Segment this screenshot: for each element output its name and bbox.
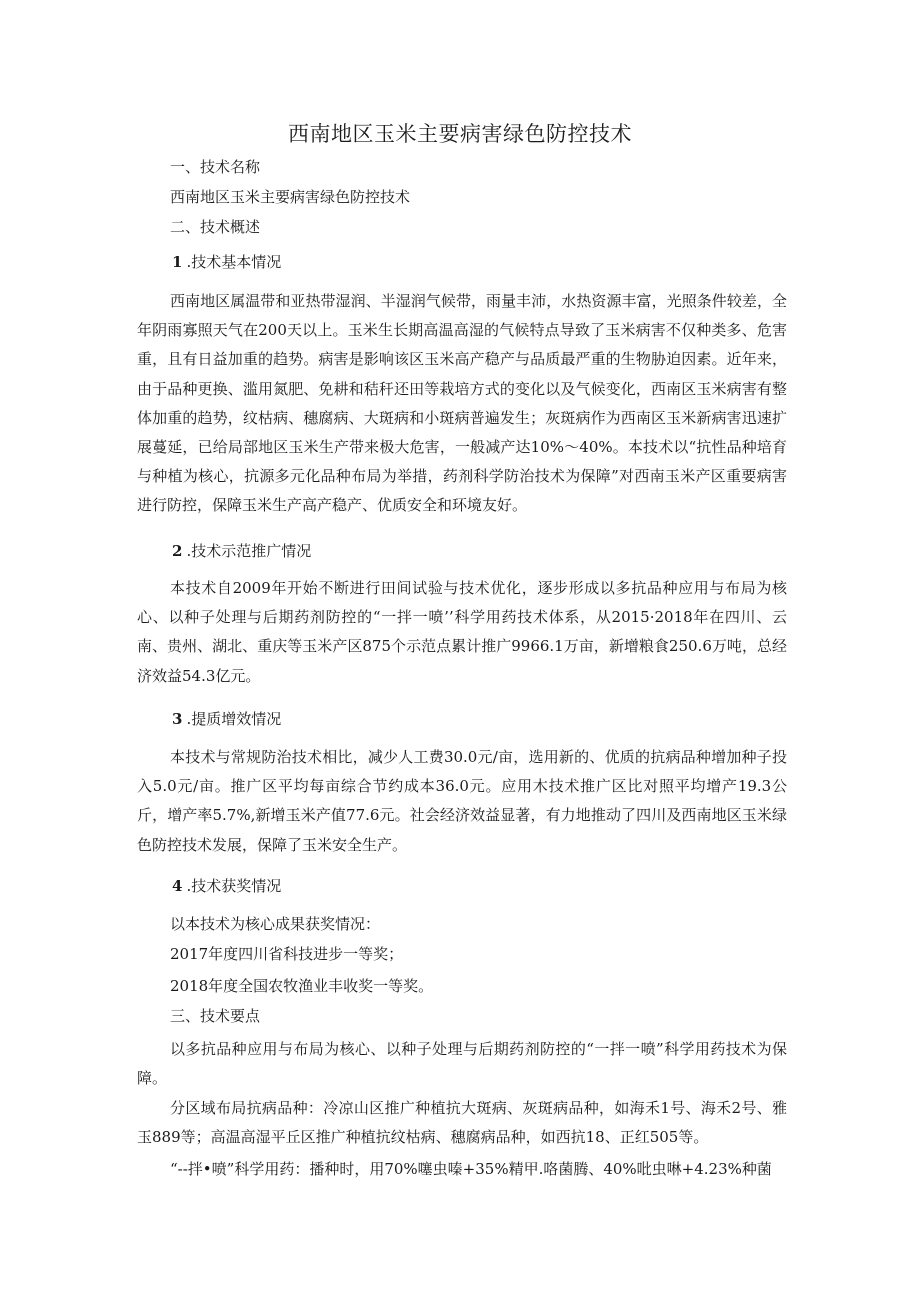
paragraph-basic-info: 西南地区属温带和亚热带湿润、半湿润气候带，雨量丰沛，水热资源丰富，光照条件较差，全年阴雨寡照天气在200天以上。玉米生长期高温高湿的气候特点导致了玉米病害不仅种类多、危害重，且有日益加重的趋势。病害是影响该区玉米高产稳产与品质最严重的生物胁迫因素。近年来，由于品种更换、滥用氮肥、免耕和秸秆还田等栽培方式的变化以及气候变化，西南区玉米病害有整体加重的趋势，纹枯病、穗腐病、大斑病和小斑病普遍发生；灰斑病作为西南区玉米新病害迅速扩展蔓延，已给局部地区玉米生产带来极大危害，一般减产达10%～40%。本技术以“抗性品种培育与种植为核心，抗源多元化品种布局为举措，药剂科学防治技术为保障”对西南玉米产区重要病害进行防控，保障玉米生产高产稳产、优质安全和环境友好。 xyxy=(137,292,787,515)
tech-name-text: 西南地区玉米主要病害绿色防控技术 xyxy=(170,188,411,206)
subheading-promotion xyxy=(172,541,311,561)
subheading-label: .技术基本情况 xyxy=(186,253,282,271)
awards-intro: 以本技术为核心成果获奖情况： xyxy=(170,915,381,933)
section-heading-2: 二、技术概述 xyxy=(170,218,261,236)
subheading-basic-info xyxy=(172,252,281,272)
subheading-awards xyxy=(172,876,281,896)
subheading-label: .提质增效情况 xyxy=(186,710,282,728)
section-heading-3: 三、技术要点 xyxy=(170,1007,261,1025)
subheading-number: 4 xyxy=(172,877,183,895)
award-item: 2017年度四川省科技进步一等奖； xyxy=(170,945,404,963)
paragraph-pesticide: “--拌•喷”科学用药：播种时，用70%噻虫嗪+35%精甲.咯菌腾、40%吡虫啉+4.23%种菌 xyxy=(170,1160,772,1178)
subheading-label: .技术示范推广情况 xyxy=(186,542,312,560)
paragraph-variety-layout: 分区域布局抗病品种：冷凉山区推广种植抗大斑病、灰斑病品种，如海禾1号、海禾2号、雅玉889等；高温高湿平丘区推广种植抗纹枯病、穗腐病品种，如西抗18、正红505等。 xyxy=(137,1099,787,1147)
subheading-efficiency xyxy=(172,709,281,729)
paragraph-efficiency: 本技术与常规防治技术相比，减少人工费30.0元/亩，选用新的、优质的抗病品种增加种子投入5.0元/亩。推广区平均每亩综合节约成本36.0元。应用木技术推广区比对照平均增产19.3公斤，增产率5.7%,新增玉米产值77.6元。社会经济效益显著，有力地推动了四川及西南地区玉米绿色防控技术发展，保障了玉米安全生产。 xyxy=(137,748,787,854)
paragraph-key-points: 以多抗品种应用与布局为核心、以种子处理与后期药剂防控的“一拌一喷”科学用药技术为保障。 xyxy=(137,1040,787,1088)
subheading-number: 3 xyxy=(172,710,183,728)
subheading-number: 1 xyxy=(172,253,183,271)
award-item: 2018年度全国农牧渔业丰收奖一等奖。 xyxy=(170,977,434,995)
section-heading-1: 一、技术名称 xyxy=(170,158,261,176)
page-title: 西南地区玉米主要病害绿色防控技术 xyxy=(288,122,632,146)
subheading-number: 2 xyxy=(172,542,183,560)
paragraph-promotion: 本技术自2009年开始不断进行田间试验与技术优化，逐步形成以多抗品种应用与布局为核心、以种子处理与后期药剂防控的“一拌一喷’’科学用药技术体系，从2015·2018年在四川、云南、贵州、湖北、重庆等玉米产区875个示范点累计推广9966.1万亩，新增粮食250.6万吨，总经济效益54.3亿元。 xyxy=(137,579,787,685)
subheading-label: .技术获奖情况 xyxy=(186,877,282,895)
